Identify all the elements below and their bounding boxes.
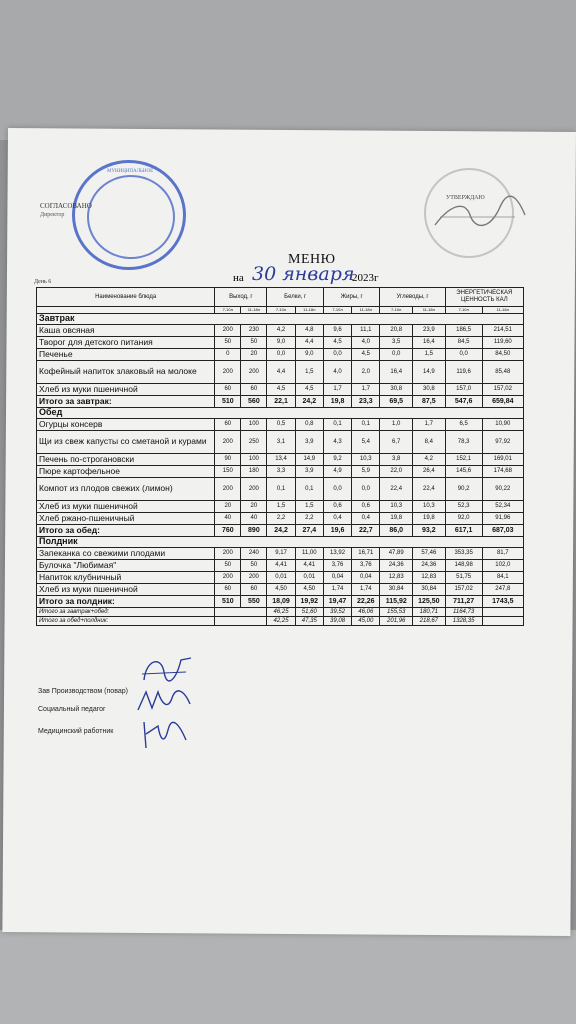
table-cell: 47,89 <box>380 548 413 560</box>
table-cell: 1,74 <box>352 584 380 596</box>
table-cell: 1,74 <box>323 584 351 596</box>
table-cell: 169,01 <box>482 454 523 466</box>
day-number: День 6 <box>34 279 52 285</box>
total-cell: 687,03 <box>482 525 523 537</box>
table-cell: 4,5 <box>352 349 380 361</box>
table-cell: 1,7 <box>413 419 446 431</box>
table-cell: 30,8 <box>380 384 413 396</box>
table-row <box>37 584 524 596</box>
table-cell: 1,5 <box>267 501 295 513</box>
total-cell: 69,5 <box>380 396 413 408</box>
age-group: 7-10л <box>267 307 295 314</box>
combined-total-cell: 201,96 <box>380 617 413 626</box>
table-cell: 100 <box>241 454 267 466</box>
background-top <box>0 0 576 140</box>
combined-total-row <box>37 608 524 617</box>
table-cell: 0,0 <box>267 349 295 361</box>
dish-name: Кофейный напиток злаковый на молоке <box>37 361 215 384</box>
table-cell: 1,5 <box>295 361 323 384</box>
table-cell: 8,4 <box>413 431 446 454</box>
total-cell: 1743,5 <box>482 596 523 608</box>
table-cell: 60 <box>241 384 267 396</box>
staff-medic-label: Медицинский работник <box>38 728 114 735</box>
total-cell: 24,2 <box>295 396 323 408</box>
table-cell: 4,9 <box>323 466 351 478</box>
table-cell: 2,0 <box>352 361 380 384</box>
table-cell: 0,01 <box>295 572 323 584</box>
total-label: Итого за обед: <box>37 525 215 537</box>
table-cell: 247,8 <box>482 584 523 596</box>
col-name-header: Наименование блюда <box>37 288 215 307</box>
menu-body <box>37 314 524 626</box>
total-cell: 86,0 <box>380 525 413 537</box>
combined-total-label: Итого за обед+полдник: <box>37 617 215 626</box>
table-cell: 19,8 <box>413 513 446 525</box>
table-cell: 4,41 <box>295 560 323 572</box>
table-cell: 4,41 <box>267 560 295 572</box>
total-cell: 890 <box>241 525 267 537</box>
total-cell: 87,5 <box>413 396 446 408</box>
table-row <box>37 419 524 431</box>
table-cell: 14,9 <box>413 361 446 384</box>
table-cell: 3,3 <box>267 466 295 478</box>
table-cell: 84,50 <box>482 349 523 361</box>
table-cell: 174,68 <box>482 466 523 478</box>
combined-total-cell: 45,00 <box>352 617 380 626</box>
total-cell: 22,1 <box>267 396 295 408</box>
table-cell: 52,34 <box>482 501 523 513</box>
table-cell: 1,5 <box>413 349 446 361</box>
total-cell: 18,09 <box>267 596 295 608</box>
section-row <box>37 537 524 548</box>
combined-total-cell: 46,25 <box>267 608 295 617</box>
col-carbs-header: Углеводы, г <box>380 288 445 307</box>
table-cell: 16,71 <box>352 548 380 560</box>
table-cell: 4,50 <box>267 584 295 596</box>
approved-right: УТВЕРЖДАЮ <box>446 195 485 201</box>
age-group: 11-18л <box>241 307 267 314</box>
age-group: 7-10л <box>445 307 482 314</box>
combined-total-cell: 218,67 <box>413 617 446 626</box>
total-cell: 760 <box>215 525 241 537</box>
total-row <box>37 525 524 537</box>
table-cell: 2,2 <box>295 513 323 525</box>
age-group: 7-10л <box>380 307 413 314</box>
table-cell: 0 <box>215 349 241 361</box>
table-cell: 22,0 <box>380 466 413 478</box>
combined-total-cell: 46,06 <box>352 608 380 617</box>
dish-name: Творог для детского питания <box>37 337 215 349</box>
total-cell: 19,6 <box>323 525 351 537</box>
table-cell: 0,0 <box>445 349 482 361</box>
total-label: Итого за полдник: <box>37 596 215 608</box>
table-cell: 12,83 <box>380 572 413 584</box>
table-cell: 3,8 <box>380 454 413 466</box>
total-cell: 22,26 <box>352 596 380 608</box>
table-cell: 9,17 <box>267 548 295 560</box>
table-cell: 152,1 <box>445 454 482 466</box>
signature-pedagog <box>132 684 202 720</box>
total-cell: 125,50 <box>413 596 446 608</box>
table-cell: 90,22 <box>482 478 523 501</box>
table-cell: 5,4 <box>352 431 380 454</box>
dish-name: Запеканка со свежими плодами <box>37 548 215 560</box>
table-cell: 2,2 <box>267 513 295 525</box>
table-cell: 30,84 <box>413 584 446 596</box>
total-cell: 93,2 <box>413 525 446 537</box>
signature-medic <box>136 716 196 756</box>
table-cell: 200 <box>215 548 241 560</box>
table-row <box>37 454 524 466</box>
section-title: Полдник <box>37 537 524 548</box>
table-row <box>37 361 524 384</box>
dish-name: Хлеб ржано-пшеничный <box>37 513 215 525</box>
table-cell: 157,02 <box>445 584 482 596</box>
table-cell: 60 <box>215 384 241 396</box>
dish-name: Хлеб из муки пшеничной <box>37 384 215 396</box>
combined-total-label: Итого за завтрак+обед: <box>37 608 215 617</box>
date-handwritten: 30 января <box>252 263 355 285</box>
combined-total-cell: 47,35 <box>295 617 323 626</box>
table-cell: 1,5 <box>295 501 323 513</box>
table-cell: 9,0 <box>267 337 295 349</box>
table-cell: 1,7 <box>352 384 380 396</box>
table-cell: 60 <box>215 584 241 596</box>
table-row <box>37 501 524 513</box>
table-cell: 200 <box>215 361 241 384</box>
table-cell: 52,3 <box>445 501 482 513</box>
table-cell: 0,1 <box>267 478 295 501</box>
table-cell: 57,46 <box>413 548 446 560</box>
total-cell: 27,4 <box>295 525 323 537</box>
dish-name: Пюре картофельное <box>37 466 215 478</box>
dish-name: Хлеб из муки пшеничной <box>37 584 215 596</box>
total-cell: 22,7 <box>352 525 380 537</box>
table-cell: 0,0 <box>323 478 351 501</box>
table-cell: 51,75 <box>445 572 482 584</box>
dish-name: Печень по-строгановски <box>37 454 215 466</box>
date-prefix: на <box>233 272 244 284</box>
table-cell: 91,96 <box>482 513 523 525</box>
age-group: 11-18л <box>352 307 380 314</box>
table-cell: 40 <box>241 513 267 525</box>
table-cell: 0,04 <box>352 572 380 584</box>
table-cell: 9,6 <box>323 325 351 337</box>
table-cell: 200 <box>215 572 241 584</box>
table-cell: 4,5 <box>323 337 351 349</box>
table-cell: 10,90 <box>482 419 523 431</box>
dish-name: Булочка "Любимая" <box>37 560 215 572</box>
table-cell: 0,1 <box>352 419 380 431</box>
dish-name: Напиток клубничный <box>37 572 215 584</box>
table-cell: 20,8 <box>380 325 413 337</box>
age-group-row <box>37 307 524 314</box>
table-cell: 4,5 <box>295 384 323 396</box>
total-cell: 711,27 <box>445 596 482 608</box>
table-cell: 4,0 <box>323 361 351 384</box>
table-cell: 81,7 <box>482 548 523 560</box>
table-cell: 12,83 <box>413 572 446 584</box>
total-cell: 19,92 <box>295 596 323 608</box>
table-cell: 30,8 <box>413 384 446 396</box>
table-cell: 148,98 <box>445 560 482 572</box>
table-cell: 60 <box>241 584 267 596</box>
table-cell: 157,02 <box>482 384 523 396</box>
table-row <box>37 572 524 584</box>
table-cell: 9,2 <box>323 454 351 466</box>
table-cell: 13,4 <box>267 454 295 466</box>
table-cell: 250 <box>241 431 267 454</box>
table-cell: 11,00 <box>295 548 323 560</box>
total-label: Итого за завтрак: <box>37 396 215 408</box>
col-output-header: Выход, г <box>215 288 267 307</box>
table-cell: 0,6 <box>323 501 351 513</box>
table-cell: 4,4 <box>295 337 323 349</box>
age-group: 11-18л <box>295 307 323 314</box>
table-cell: 14,9 <box>295 454 323 466</box>
total-cell: 19,8 <box>323 396 351 408</box>
table-cell: 200 <box>241 572 267 584</box>
table-cell: 10,3 <box>413 501 446 513</box>
table-cell: 84,1 <box>482 572 523 584</box>
table-cell: 50 <box>241 337 267 349</box>
table-cell: 3,5 <box>380 337 413 349</box>
table-cell: 22,4 <box>413 478 446 501</box>
table-cell: 23,9 <box>413 325 446 337</box>
table-cell: 24,36 <box>413 560 446 572</box>
dish-name: Каша овсяная <box>37 325 215 337</box>
table-cell: 22,4 <box>380 478 413 501</box>
table-cell: 50 <box>215 560 241 572</box>
table-row <box>37 431 524 454</box>
dish-name: Огурцы консерв <box>37 419 215 431</box>
table-cell: 9,0 <box>295 349 323 361</box>
table-cell: 84,5 <box>445 337 482 349</box>
dish-name: Хлеб из муки пшеничной <box>37 501 215 513</box>
table-cell: 16,4 <box>380 361 413 384</box>
total-row <box>37 596 524 608</box>
total-cell: 560 <box>241 396 267 408</box>
table-cell: 97,92 <box>482 431 523 454</box>
table-cell: 240 <box>241 548 267 560</box>
round-stamp-blue: МУНИЦИПАЛЬНОЕ <box>72 160 186 270</box>
section-row <box>37 314 524 325</box>
age-group: 7-10л <box>323 307 351 314</box>
table-cell: 85,48 <box>482 361 523 384</box>
table-cell: 200 <box>215 478 241 501</box>
signature-director <box>430 195 530 235</box>
table-row <box>37 548 524 560</box>
age-group: 11-18л <box>413 307 446 314</box>
table-cell: 19,8 <box>380 513 413 525</box>
table-cell: 0,0 <box>323 349 351 361</box>
section-title: Завтрак <box>37 314 524 325</box>
table-cell: 1,0 <box>380 419 413 431</box>
table-cell: 3,9 <box>295 431 323 454</box>
table-cell: 20 <box>215 501 241 513</box>
total-cell: 23,3 <box>352 396 380 408</box>
table-cell: 90 <box>215 454 241 466</box>
table-cell: 90,2 <box>445 478 482 501</box>
total-cell: 19,47 <box>323 596 351 608</box>
table-cell: 4,0 <box>352 337 380 349</box>
table-cell: 150 <box>215 466 241 478</box>
table-cell: 4,2 <box>267 325 295 337</box>
dish-name: Компот из плодов свежих (лимон) <box>37 478 215 501</box>
menu-table <box>36 287 524 626</box>
table-cell: 214,51 <box>482 325 523 337</box>
page-title: МЕНЮ <box>288 252 336 267</box>
table-cell: 200 <box>241 478 267 501</box>
section-title: Обед <box>37 408 524 419</box>
total-cell: 510 <box>215 596 241 608</box>
table-cell: 102,0 <box>482 560 523 572</box>
table-cell: 0,8 <box>295 419 323 431</box>
dish-name: Щи из свеж капусты со сметаной и курами <box>37 431 215 454</box>
table-cell: 4,3 <box>323 431 351 454</box>
table-cell: 11,1 <box>352 325 380 337</box>
table-cell: 30,84 <box>380 584 413 596</box>
total-cell: 24,2 <box>267 525 295 537</box>
table-cell: 353,35 <box>445 548 482 560</box>
staff-cook-label: Зав Производством (повар) <box>38 688 128 695</box>
table-cell: 24,36 <box>380 560 413 572</box>
table-row <box>37 337 524 349</box>
table-cell: 3,9 <box>295 466 323 478</box>
table-cell: 4,4 <box>267 361 295 384</box>
combined-total-cell: 51,60 <box>295 608 323 617</box>
table-cell: 100 <box>241 419 267 431</box>
table-row <box>37 325 524 337</box>
table-cell: 5,9 <box>352 466 380 478</box>
table-row <box>37 560 524 572</box>
table-cell: 0,4 <box>352 513 380 525</box>
table-cell: 200 <box>215 325 241 337</box>
table-row <box>37 466 524 478</box>
total-row <box>37 396 524 408</box>
total-cell: 115,92 <box>380 596 413 608</box>
col-fat-header: Жиры, г <box>323 288 380 307</box>
staff-pedagog-label: Социальный педагог <box>38 706 106 713</box>
table-cell: 0,4 <box>323 513 351 525</box>
table-cell: 4,50 <box>295 584 323 596</box>
table-cell: 157,0 <box>445 384 482 396</box>
table-cell: 0,6 <box>352 501 380 513</box>
table-cell: 230 <box>241 325 267 337</box>
approved-left: СОГЛАСОВАНО <box>40 202 92 210</box>
combined-total-cell: 39,08 <box>323 617 351 626</box>
table-cell: 20 <box>241 501 267 513</box>
col-energy-header: ЭНЕРГЕТИЧЕСКАЯ ЦЕННОСТЬ КАЛ <box>445 288 523 307</box>
table-cell: 0,1 <box>323 419 351 431</box>
age-group: 7-10л <box>215 307 241 314</box>
table-cell: 50 <box>241 560 267 572</box>
combined-total-cell: 39,52 <box>323 608 351 617</box>
table-cell: 40 <box>215 513 241 525</box>
table-cell: 6,7 <box>380 431 413 454</box>
dish-name: Печенье <box>37 349 215 361</box>
table-cell: 0,04 <box>323 572 351 584</box>
total-cell: 659,84 <box>482 396 523 408</box>
table-cell: 0,1 <box>295 478 323 501</box>
combined-total-cell: 155,53 <box>380 608 413 617</box>
combined-total-cell: 180,71 <box>413 608 446 617</box>
table-cell: 10,3 <box>380 501 413 513</box>
table-cell: 145,6 <box>445 466 482 478</box>
table-cell: 50 <box>215 337 241 349</box>
date-year: 2023г <box>352 272 379 284</box>
table-row <box>37 513 524 525</box>
table-cell: 3,1 <box>267 431 295 454</box>
table-cell: 0,0 <box>380 349 413 361</box>
table-cell: 3,76 <box>323 560 351 572</box>
table-cell: 4,5 <box>267 384 295 396</box>
section-row <box>37 408 524 419</box>
table-cell: 6,5 <box>445 419 482 431</box>
total-cell: 510 <box>215 396 241 408</box>
age-group: 11-18л <box>482 307 523 314</box>
table-row <box>37 349 524 361</box>
table-cell: 60 <box>215 419 241 431</box>
table-cell: 0,5 <box>267 419 295 431</box>
table-cell: 20 <box>241 349 267 361</box>
combined-total-row <box>37 617 524 626</box>
table-cell: 119,6 <box>445 361 482 384</box>
table-header-row <box>37 288 524 307</box>
table-cell: 186,5 <box>445 325 482 337</box>
combined-total-cell: 42,25 <box>267 617 295 626</box>
table-cell: 119,60 <box>482 337 523 349</box>
table-cell: 4,2 <box>413 454 446 466</box>
table-row <box>37 384 524 396</box>
total-cell: 617,1 <box>445 525 482 537</box>
total-cell: 550 <box>241 596 267 608</box>
approved-left-sub: Директор <box>40 212 65 218</box>
table-cell: 200 <box>215 431 241 454</box>
table-cell: 92,0 <box>445 513 482 525</box>
table-cell: 3,76 <box>352 560 380 572</box>
table-cell: 180 <box>241 466 267 478</box>
combined-total-cell: 1328,35 <box>445 617 482 626</box>
table-cell: 0,01 <box>267 572 295 584</box>
table-cell: 1,7 <box>323 384 351 396</box>
table-cell: 16,4 <box>413 337 446 349</box>
table-cell: 200 <box>241 361 267 384</box>
combined-total-cell: 1164,73 <box>445 608 482 617</box>
col-protein-header: Белки, г <box>267 288 324 307</box>
table-cell: 4,8 <box>295 325 323 337</box>
table-cell: 26,4 <box>413 466 446 478</box>
table-cell: 13,92 <box>323 548 351 560</box>
table-cell: 0,0 <box>352 478 380 501</box>
background-bottom <box>0 930 576 1024</box>
table-cell: 78,3 <box>445 431 482 454</box>
table-row <box>37 478 524 501</box>
total-cell: 547,6 <box>445 396 482 408</box>
table-cell: 10,3 <box>352 454 380 466</box>
